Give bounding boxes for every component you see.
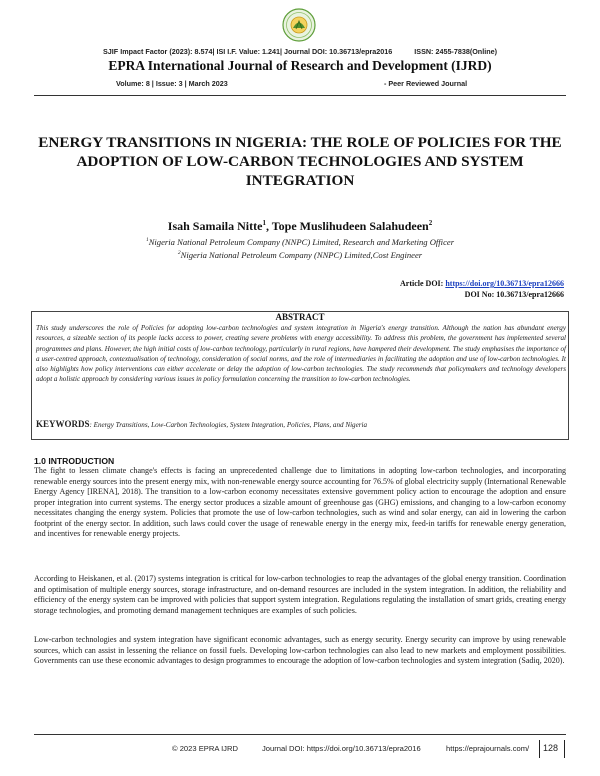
- article-doi-link[interactable]: https://doi.org/10.36713/epra12666: [445, 279, 564, 288]
- author-1: Isah Samaila Nitte: [167, 219, 263, 233]
- issn-text: ISSN: 2455-7838(Online): [414, 47, 497, 56]
- footer-divider-end: [564, 740, 565, 758]
- volume-issue-line: [116, 79, 516, 88]
- paragraph-1: The fight to lessen climate change's effects is facing an unprecedented challenge due to limitations in adopting low-carbon technologies, and incorporating renewable energy sources into the present energy mix, with non-renewable energy source accounting for 76.5% of global electricity supply (International Renewable Energy Agency [IRENA], 2018). The transition to a low-carbon economy necessitates extensive government policy action to encourage the adoption and ensure proper integration into current systems. The energy sector produces a sizable amount of greenhouse gas (GHG) emissions, and changing to a low-carbon economy necessitates changing the energy system. Policies that promote the use of low-carbon technologies, such as wind and solar energy, can aid in lowering the carbon footprint of the energy sector. In addition, such laws could cover the usage of renewable energy in the energy mix, feed-in tariffs for renewable energy generation, and incentives for renewable energy projects.: [34, 466, 566, 538]
- keywords-line: [36, 419, 566, 429]
- header-rule: [34, 95, 566, 96]
- footer-rule: [34, 734, 566, 735]
- author-1-sup: 1: [262, 219, 266, 227]
- affiliation-2: [0, 250, 600, 260]
- author-separator: ,: [265, 219, 272, 233]
- keywords-text: Energy Transitions, Low-Carbon Technologies, System Integration, Policies, Plans, and Nigeria: [93, 421, 368, 429]
- volume-issue-text: Volume: 8 | Issue: 3 | March 2023: [116, 79, 228, 88]
- peer-reviewed-text: - Peer Reviewed Journal: [384, 79, 468, 88]
- keywords-separator: :: [89, 421, 94, 429]
- page-number: 128: [543, 743, 559, 753]
- footer-url[interactable]: https://eprajournals.com/: [446, 744, 530, 753]
- journal-seal-icon: [282, 8, 316, 42]
- affiliation-1-text: Nigeria National Petroleum Company (NNPC) Limited, Research and Marketing Officer: [148, 237, 455, 247]
- abstract-text: This study underscores the role of Policies for adopting low-carbon technologies and system integration in Nigeria's energy transition. Although the nation has abundant energy resources, a sizeable section of its people lacks access to power, creating severe problems with energy accessibility. To address this problem, the government has implemented several programmes and plans. However, the high initial costs of low-carbon technology, particularly in rural regions, have hampered their development. The study emphasises the importance of a user-centred approach, contextualisation of technology, consideration of social norms, and the role of intermediaries in facilitating the adoption and use of low-carbon technologies. It also highlights how policy interventions can either accelerate or delay the adoption of low-carbon technologies. The study recommends that policymakers and technology developers adopt a holistic approach by considering various issues in policy formulation concerning the transition to low-carbon technologies.: [36, 324, 566, 384]
- affiliation-1: [0, 237, 600, 247]
- section-heading: 1.0 INTRODUCTION: [34, 456, 115, 466]
- footer-copyright: © 2023 EPRA IJRD: [172, 744, 238, 753]
- author-line: [0, 219, 600, 234]
- footer-journal-doi[interactable]: Journal DOI: https://doi.org/10.36713/epra2016: [262, 744, 421, 753]
- paper-title: ENERGY TRANSITIONS IN NIGERIA: THE ROLE OF POLICIES FOR THE ADOPTION OF LOW-CARBON TECHNOLOGIES AND SYSTEM INTEGRATION: [38, 134, 562, 189]
- article-doi-line: [400, 279, 564, 288]
- article-doi-label: Article DOI:: [400, 279, 446, 288]
- affiliation-2-sup: 2: [177, 250, 181, 257]
- impact-factor-text: SJIF Impact Factor (2023): 8.574| ISI I.F. Value: 1.241| Journal DOI: 10.36713/epra2016: [103, 47, 393, 56]
- author-2: Tope Muslihudeen Salahudeen: [271, 219, 429, 233]
- abstract-heading: ABSTRACT: [275, 312, 325, 322]
- doi-number: DOI No: 10.36713/epra12666: [464, 290, 564, 299]
- affiliation-1-sup: 1: [145, 237, 149, 244]
- footer-divider: [539, 740, 540, 758]
- journal-impact-line: [0, 47, 600, 56]
- journal-name: EPRA International Journal of Research and Development (IJRD): [108, 58, 492, 73]
- paragraph-2: According to Heiskanen, et al. (2017) systems integration is critical for low-carbon technologies to reap the advantages of the global energy transition. Coordination and optimisation of multiple energy sources, storage infrastructure, and on-demand resources are included in the system integration. In addition, the reliability and efficiency of the energy system can be improved with policies that support system integration. Regulations regulating the installation of smart grids, creating energy storage technologies, and promoting demand management techniques are examples of such policies.: [34, 574, 566, 615]
- affiliation-2-text: Nigeria National Petroleum Company (NNPC) Limited,Cost Engineer: [180, 250, 423, 260]
- author-2-sup: 2: [428, 219, 433, 227]
- keywords-label: KEYWORDS: [36, 419, 90, 429]
- paragraph-3: Low-carbon technologies and system integration have significant economic advantages, such as energy security. Energy security can improve by using renewable sources, which can assist in lessening the reliance on fossil fuels. Developing low-carbon technologies can also lead to new markets and employment possibilities. Governments can use these economic advantages to design programmes to encourage the adoption of low-carbon technologies and system integration (Sadiq, 2020).: [34, 635, 566, 665]
